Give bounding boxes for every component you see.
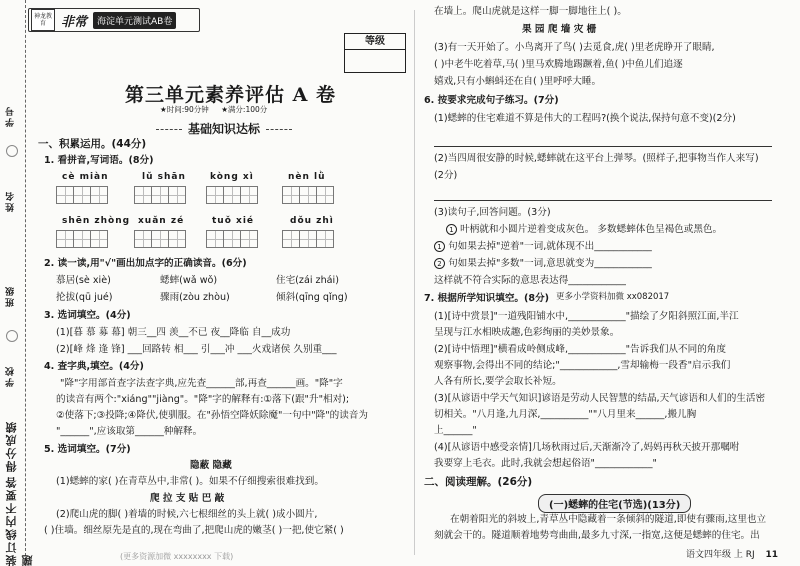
r-line: 嬉戏,只有小蝌蚪还在自( )里呼呼大睡。 <box>434 76 602 87</box>
q7-item: 观察事物,会得出不同的结论;"____________,雪却输梅一段香"启示我们 <box>434 360 731 371</box>
q4-line: "降"字用部首查字法查字典,应先查______部,再查______画。"降"字 <box>60 378 343 389</box>
binding-label-score: 得分成绩 <box>5 420 18 472</box>
reading-line: 在朝着阳光的斜坡上,青草丛中隐藏着一条倾斜的隧道,即使有骤雨,这里也立 <box>450 514 767 525</box>
q7-item: 切相关。"八月逢,九月深,__________""八月里来______,搬儿胸 <box>434 409 697 420</box>
binding-hole <box>6 330 18 342</box>
grade-label: 等级 <box>345 34 405 50</box>
footer-label <box>686 547 778 560</box>
reading-title: (一)蟋蟀的住宅(节选)(13分) <box>538 494 691 513</box>
q6-item: 这样就不符合实际的意思表达得____________ <box>434 275 626 286</box>
reading-line: 刻就会干的。隧道顺着地势弯曲曲,最多九寸深,一指宽,这便是蟋蟀的住宅。出 <box>434 530 760 541</box>
q4-line: ②使落下;③投降;④降伏,使驯服。在"孙悟空降妖除魔"一句中"降"的读音为 <box>56 410 368 421</box>
q4-line: 的读音有两个:"xiáng""jiàng"。"降"字的解释有:①落下(跟"升"相对); <box>56 394 350 405</box>
ad-text: 更多小学资料加微 xx082017 <box>556 292 670 302</box>
q3-heading: 3. 选词填空。(4分) <box>44 310 131 321</box>
q7-item: (2)[诗中悟理]"横看成岭侧成峰,____________"告诉我们从不同的角度 <box>434 344 726 355</box>
q7-item: 上______" <box>434 425 477 436</box>
answer-grid[interactable] <box>56 186 107 204</box>
circle-marker: 1 <box>434 241 445 252</box>
answer-grid[interactable] <box>282 186 333 204</box>
q4-heading: 4. 查字典,填空。(4分) <box>44 361 144 372</box>
pinyin: lǔ shān <box>142 172 186 182</box>
logo <box>28 8 200 32</box>
q7-item: (4)[从谚语中感受亲情]几场秋雨过后,天渐渐冷了,妈妈再秋天披开那嘱咐 <box>434 442 740 453</box>
q7-item: (1)[诗中赏景]"一道残阳铺水中,____________"描绘了夕阳斜照江面,半江 <box>434 311 739 322</box>
q5-line: (2)爬山虎的脚( )着墙的时候,六七根细丝的头上就( )成小圆片, <box>56 509 318 520</box>
watermark: (更多资源加微 xxxxxxxx 下载) <box>120 552 234 561</box>
part2-heading: 二、阅读理解。(26分) <box>424 476 533 488</box>
q6-item: (2分) <box>434 170 458 181</box>
grade-box <box>344 33 406 73</box>
page-divider <box>414 10 415 555</box>
q7-item: (3)[从谚语中学天气知识]谚语是劳动人民智慧的结晶,天气谚语和人们的生活密 <box>434 393 766 404</box>
q6-item: 1 句如果去掉"逆着"一词,就体现不出____________ <box>434 241 652 253</box>
binding-margin <box>0 0 34 566</box>
series-name: 海淀单元测试AB卷 <box>93 12 176 29</box>
binding-label-id: 学号 <box>6 105 16 127</box>
q6-item: 2 句如果去掉"多数"一词,意思就变为____________ <box>434 258 652 270</box>
page-number: 11 <box>765 550 779 560</box>
q5-line: (1)蟋蟀的家( )在青草丛中,非常( )。如果不仔细搜索很难找到。 <box>56 476 324 487</box>
logo-name: 非常 <box>61 14 88 30</box>
q4-line: "______",应该取第______种解释。 <box>56 426 203 437</box>
q5-word-bank: 爬 拉 支 贴 巴 敲 <box>150 493 225 504</box>
full-score: ★满分:100分 <box>221 105 268 114</box>
q2-heading: 2. 读一读,用"√"画出加点字的正确读音。(6分) <box>44 258 247 269</box>
q5-word-bank: 隐蔽 隐藏 <box>190 460 232 471</box>
pinyin: cè miàn <box>62 172 109 182</box>
q2-item[interactable]: 住宅(zái zhái) <box>276 275 339 286</box>
page-title: 第三单元素养评估 A 卷 <box>125 84 336 106</box>
logo-icon: 神龙教育 <box>31 9 55 31</box>
q7-item: 呈现与江水相映成趣,色彩绚丽的美妙景象。 <box>434 327 620 338</box>
pinyin: nèn lǜ <box>288 172 326 182</box>
exam-info <box>160 104 277 115</box>
q6-item: (1)蟋蟀的住宅难道不算是伟大的工程吗?(换个说法,保持句意不变)(2分) <box>434 113 736 124</box>
answer-grid[interactable] <box>206 230 257 248</box>
binding-label-school: 学校 <box>6 365 16 387</box>
q3-line: (2)[峰 烽 逢 锋] ___回路转 相___ 引___冲 ___火戏诸侯 久别重___ <box>56 344 337 355</box>
q2-item[interactable]: 倾斜(qīng qǐng) <box>276 292 348 303</box>
part1-heading: 一、积累运用。(44分) <box>38 138 147 150</box>
answer-grid[interactable] <box>134 186 185 204</box>
answer-line[interactable] <box>434 146 772 147</box>
q6-item: 1 叶柄就和小圆片逆着变成灰色。 多数蟋蟀体色呈褐色或黑色。 <box>446 224 722 236</box>
r-line: ( )中老牛吃着草,马( )里马欢腾地踢蹶着,鱼( )中鱼儿们追逐 <box>434 59 683 70</box>
r-word-bank: 果 园 爬 墙 灾 栅 <box>522 24 597 35</box>
q1-heading: 1. 看拼音,写词语。(8分) <box>44 155 154 166</box>
answer-grid[interactable] <box>282 230 333 248</box>
q6-item: (2)当四周很安静的时候,蟋蟀就在这平台上弹琴。(照样子,把事物当作人来写) <box>434 153 759 164</box>
q2-item[interactable]: 骤雨(zòu zhòu) <box>160 292 230 303</box>
circle-marker: 2 <box>434 258 445 269</box>
pinyin: dǒu zhì <box>290 216 334 226</box>
binding-label-name: 姓名 <box>6 190 16 212</box>
binding-label-class: 班级 <box>6 285 16 307</box>
footer-grade: 语文四年级 上 RJ <box>686 550 755 560</box>
answer-line[interactable] <box>434 200 772 201</box>
binding-hole <box>6 145 18 157</box>
q2-item[interactable]: 慕居(sè xiè) <box>56 275 111 286</box>
q5-heading: 5. 选词填空。(7分) <box>44 444 131 455</box>
q3-line: (1)[暮 慕 募 幕] 朝三__四 羡__不已 夜__降临 自__成功 <box>56 327 291 338</box>
binding-label-warning: 装订线内不要答题 <box>5 475 34 566</box>
pinyin: kòng xì <box>210 172 254 182</box>
pinyin: xuǎn zé <box>138 216 185 226</box>
q6-heading: 6. 按要求完成句子练习。(7分) <box>424 95 559 106</box>
answer-grid[interactable] <box>56 230 107 248</box>
pinyin: shēn zhòng <box>62 216 131 226</box>
pinyin: tuǒ xié <box>212 216 255 226</box>
r-line: (3)有一天开始了。小鸟离开了鸟( )去觅食,虎( )里老虎睁开了眼睛, <box>434 42 715 53</box>
q2-item[interactable]: 蟋蟀(wǎ wǒ) <box>160 275 218 286</box>
q7-item: 我要穿上毛衣。此时,我就会想起俗语"____________" <box>434 458 657 469</box>
time-limit: ★时间:90分钟 <box>160 105 209 114</box>
q6-item: (3)读句子,回答问题。(3分) <box>434 207 551 218</box>
r-line: 在墙上。爬山虎就是这样一脚一脚地往上( )。 <box>434 6 627 17</box>
answer-grid[interactable] <box>206 186 257 204</box>
q2-item[interactable]: 抡拔(qū jué) <box>56 292 113 303</box>
q5-line: ( )住墙。细丝原先是直的,现在弯曲了,把爬山虎的嫩茎( )一把,使它紧( ) <box>44 525 344 536</box>
circle-marker: 1 <box>446 224 457 235</box>
answer-grid[interactable] <box>134 230 185 248</box>
section-banner: 基础知识达标 <box>150 120 298 137</box>
q7-item: 人各有所长,要学会取长补短。 <box>434 376 562 387</box>
q7-heading: 7. 根据所学知识填空。(8分) <box>424 293 550 304</box>
